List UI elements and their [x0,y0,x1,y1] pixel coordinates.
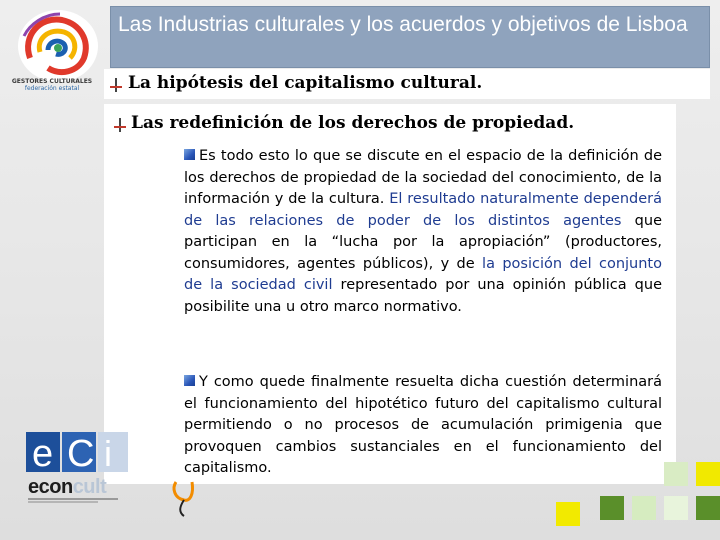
econcult-logo [26,430,136,520]
slide-title: Las Industrias culturales y los acuerdos y objetivos de Lisboa [118,13,688,36]
square-bullet-icon [184,375,195,386]
paragraph-1 [184,146,662,318]
svg-text:i: i [104,433,112,474]
pen-bullet-icon [110,78,122,92]
section-heading: Las redefinición de los derechos de propiedad. [131,113,575,133]
decor-square [696,496,720,520]
econcult-word-a: econ [28,476,73,498]
svg-text:C: C [67,433,95,475]
decor-square [664,496,688,520]
decor-square [664,462,688,486]
paragraph-1-text-b: que participan en la “lucha por la apropiación” (productores, consumidores, agentes públicos), y de [184,212,662,272]
svg-text:e: e [32,433,54,475]
pen-bullet-icon [114,118,126,132]
decor-square [632,496,656,520]
paragraph-1-blue-a: El resultado naturalmente dependerá de las relaciones de poder de los distintos agentes [184,191,662,229]
orange-figure-icon [170,480,200,520]
logo-caption [2,78,102,92]
paragraph-1-text-a: Es todo esto lo que se discute en el espacio de la definición de los derechos de propiedad de la sociedad del conocimiento, de la información y de la cultura. [184,148,662,207]
logo-caption-line2: federación estatal [24,85,80,92]
decor-square [696,462,720,486]
slide-subtitle: La hipótesis del capitalismo cultural. [128,73,483,93]
paragraph-2-text: Y como quede finalmente resuelta dicha cuestión determinará el funcionamiento del hipotético futuro del capitalismo cultural permitiendo o no procesos de acumulación primigenia que provoquen cambios sustanciales en el funcionamiento del capitalismo. [184,374,662,476]
decor-square [556,502,580,526]
econcult-word-b: cult [72,476,107,498]
paragraph-2 [184,372,662,480]
econcult-tagline [28,497,138,504]
square-bullet-icon [184,149,195,160]
paragraph-1-text-c: representado por una opinión pública que posibilite una u otro marco normativo. [184,277,662,315]
paragraph-1-blue-b: la posición del conjunto de la sociedad civil [184,255,662,293]
logo-caption-line1: GESTORES CULTURALES [11,78,93,85]
econcult-wordmark [28,476,106,499]
decor-square [600,496,624,520]
